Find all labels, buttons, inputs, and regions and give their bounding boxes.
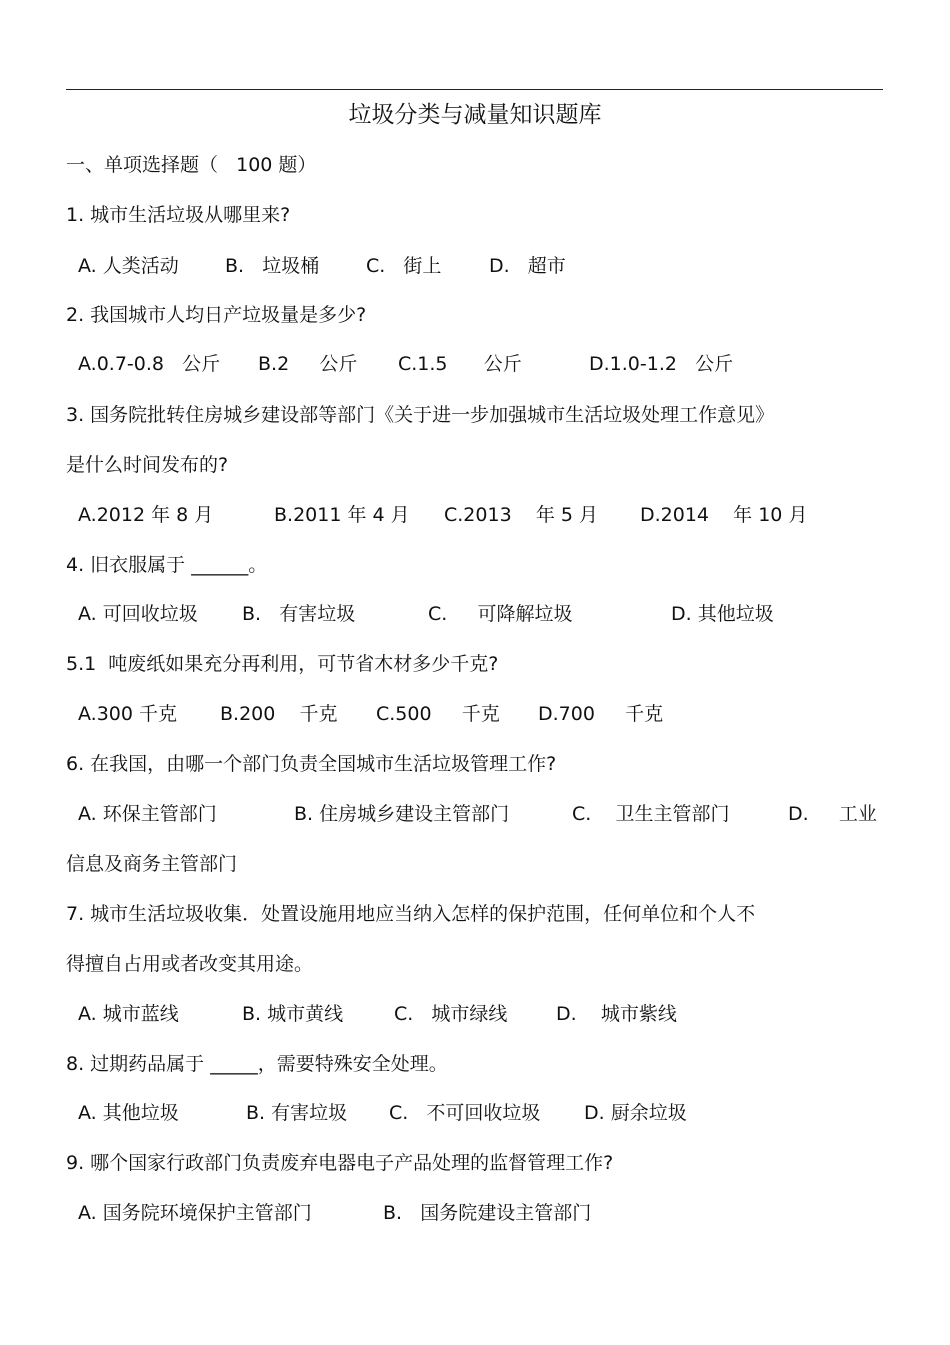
question-7-stem-line-2: 得擅自占用或者改变其用途。: [66, 953, 314, 975]
question-2-option-a: A.0.7-0.8 公斤: [78, 353, 221, 375]
question-2-option-b: B.2 公斤: [258, 353, 358, 375]
question-6-option-a: A. 环保主管部门: [78, 803, 217, 825]
question-1-option-c: C. 街上: [366, 255, 442, 277]
question-2-option-c: C.1.5 公斤: [398, 353, 522, 375]
question-4-stem: 4. 旧衣服属于 ______。: [66, 554, 268, 576]
question-3-option-a: A.2012 年 8 月: [78, 504, 214, 526]
question-4-option-b: B. 有害垃圾: [242, 603, 356, 625]
question-3-stem-line-1: 3. 国务院批转住房城乡建设部等部门《关于进一步加强城市生活垃圾处理工作意见》: [66, 404, 775, 426]
question-8-option-d: D. 厨余垃圾: [584, 1102, 687, 1124]
question-7-stem-line-1: 7. 城市生活垃圾收集．处置设施用地应当纳入怎样的保护范围，任何单位和个人不: [66, 903, 756, 925]
question-3-option-d: D.2014 年 10 月: [640, 504, 808, 526]
question-9-option-b: B. 国务院建设主管部门: [383, 1202, 592, 1224]
question-8-option-a: A. 其他垃圾: [78, 1102, 179, 1124]
question-2-option-d: D.1.0-1.2 公斤: [589, 353, 734, 375]
question-1-option-b: B. 垃圾桶: [225, 255, 320, 277]
question-5-option-a: A.300 千克: [78, 703, 178, 725]
question-9-stem: 9. 哪个国家行政部门负责废弃电器电子产品处理的监督管理工作?: [66, 1152, 614, 1174]
question-4-option-a: A. 可回收垃圾: [78, 603, 198, 625]
question-7-option-c: C. 城市绿线: [394, 1003, 508, 1025]
question-4-option-c: C. 可降解垃圾: [428, 603, 573, 625]
question-5-option-d: D.700 千克: [538, 703, 664, 725]
question-3-stem-line-2: 是什么时间发布的?: [66, 454, 229, 476]
question-3-option-b: B.2011 年 4 月: [274, 504, 410, 526]
question-6-option-b: B. 住房城乡建设主管部门: [294, 803, 510, 825]
question-9-option-a: A. 国务院环境保护主管部门: [78, 1202, 312, 1224]
question-6-stem: 6. 在我国，由哪一个部门负责全国城市生活垃圾管理工作?: [66, 753, 557, 775]
question-5-option-b: B.200 千克: [220, 703, 338, 725]
question-6-option-d-continuation: 信息及商务主管部门: [66, 853, 238, 875]
top-rule: [66, 89, 883, 90]
document-title: 垃圾分类与减量知识题库: [348, 102, 602, 128]
question-8-option-b: B. 有害垃圾: [246, 1102, 348, 1124]
question-7-option-b: B. 城市黄线: [242, 1003, 344, 1025]
question-1-option-d: D. 超市: [489, 255, 566, 277]
question-5-option-c: C.500 千克: [376, 703, 500, 725]
question-8-stem: 8. 过期药品属于 _____，需要特殊安全处理。: [66, 1053, 448, 1075]
question-6-option-d: D. 工业: [788, 803, 877, 825]
question-1-option-a: A. 人类活动: [78, 255, 179, 277]
question-3-option-c: C.2013 年 5 月: [444, 504, 598, 526]
section-heading: 一、单项选择题（ 100 题）: [66, 154, 317, 176]
question-6-option-c: C. 卫生主管部门: [572, 803, 730, 825]
question-4-option-d: D. 其他垃圾: [671, 603, 774, 625]
question-2-stem: 2. 我国城市人均日产垃圾量是多少?: [66, 304, 367, 326]
question-8-option-c: C. 不可回收垃圾: [389, 1102, 541, 1124]
question-1-stem: 1. 城市生活垃圾从哪里来?: [66, 204, 291, 226]
question-7-option-d: D. 城市紫线: [556, 1003, 677, 1025]
question-7-option-a: A. 城市蓝线: [78, 1003, 179, 1025]
question-5-stem: 5.1 吨废纸如果充分再利用，可节省木材多少千克?: [66, 653, 499, 675]
